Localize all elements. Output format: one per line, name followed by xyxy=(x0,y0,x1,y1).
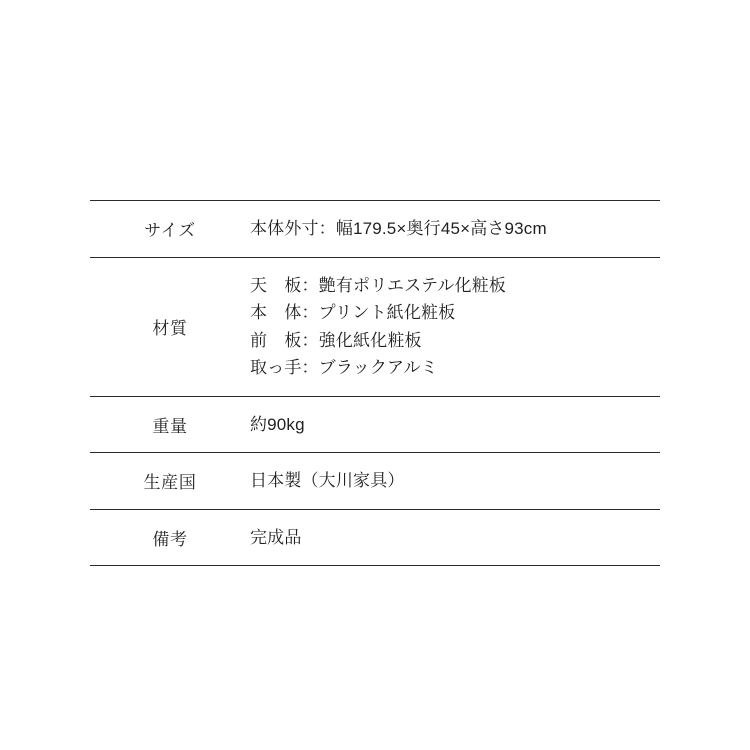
row-label-note: 備考 xyxy=(152,529,188,549)
row-label-weight: 重量 xyxy=(152,416,188,436)
table-row xyxy=(90,257,660,396)
table-row xyxy=(90,509,660,566)
specification-table xyxy=(90,200,660,566)
specification-table-container xyxy=(90,200,660,566)
row-label-material: 材質 xyxy=(152,319,188,339)
row-value-material xyxy=(250,257,660,396)
row-value-note: 完成品 xyxy=(250,527,302,547)
material-line-handle: 取っ手：ブラックアルミ xyxy=(250,358,438,378)
row-value-weight: 約90kg xyxy=(250,414,305,434)
material-line-body: 本 体：プリント紙化粧板 xyxy=(250,303,456,323)
row-value-size: 本体外寸：幅179.5×奥行45×高さ93cm xyxy=(250,219,547,238)
table-row xyxy=(90,201,660,258)
material-line-top-board: 天 板：艶有ポリエステル化粧板 xyxy=(250,275,507,295)
row-value-origin: 日本製（大川家具） xyxy=(250,471,405,491)
table-row xyxy=(90,453,660,510)
material-line-front-board: 前 板：強化紙化粧板 xyxy=(250,330,422,350)
row-label-size: サイズ xyxy=(144,221,196,241)
table-row xyxy=(90,396,660,453)
row-label-origin: 生産国 xyxy=(143,473,197,493)
